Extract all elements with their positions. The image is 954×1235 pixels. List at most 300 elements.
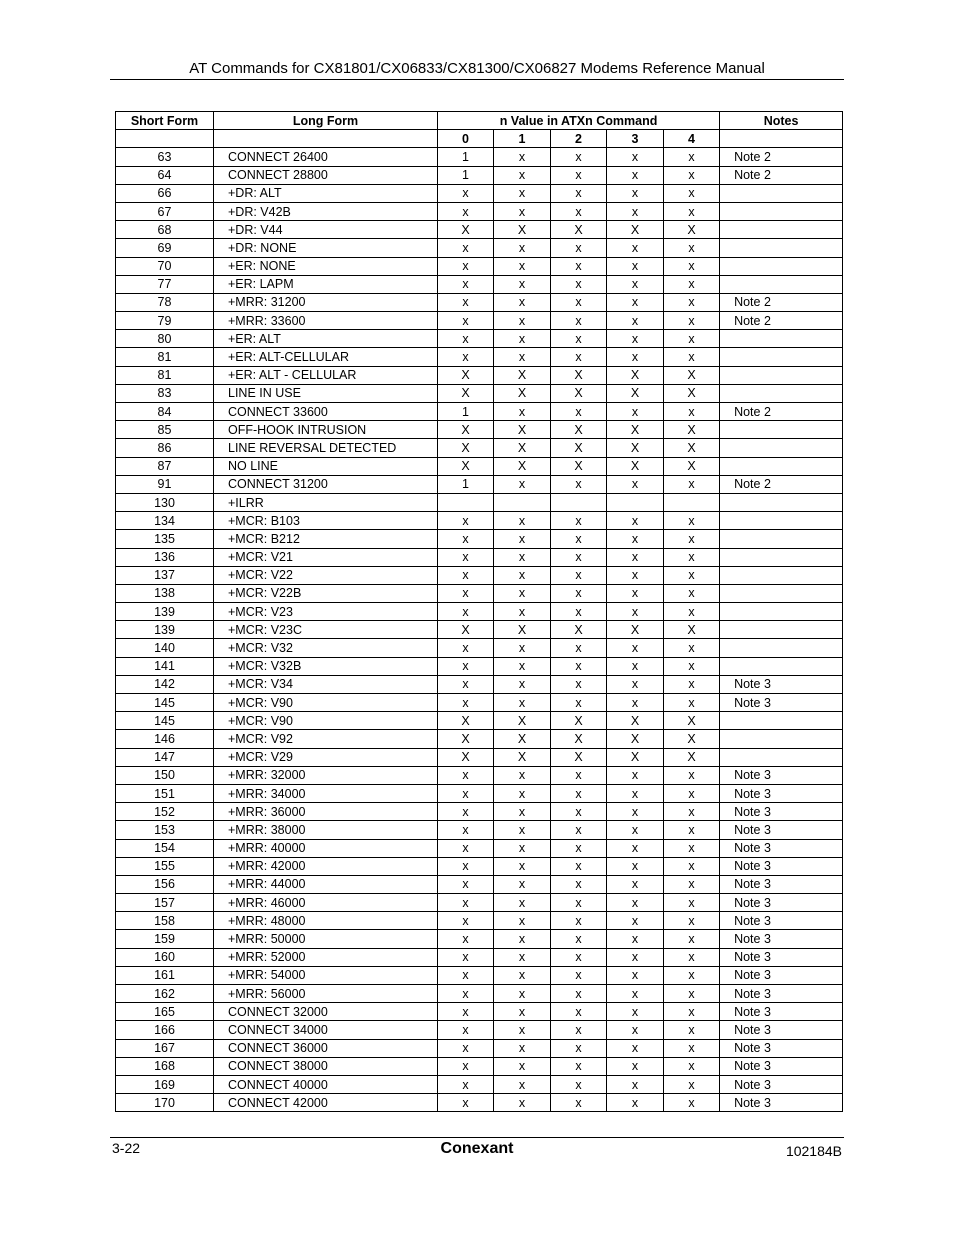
- n-value-cell: x: [607, 1075, 664, 1093]
- long-form-cell: +ER: NONE: [214, 257, 438, 275]
- table-row: [116, 475, 843, 493]
- n-value-cell: x: [607, 475, 664, 493]
- n-value-cell: x: [664, 1003, 720, 1021]
- long-form-cell: CONNECT 33600: [214, 403, 438, 421]
- notes-cell: Note 3: [720, 894, 843, 912]
- blank-header-cell: [720, 130, 843, 148]
- n-value-cell: x: [438, 530, 494, 548]
- n-value-cell: x: [438, 639, 494, 657]
- notes-cell: Note 3: [720, 839, 843, 857]
- n-value-cell: x: [664, 894, 720, 912]
- short-form-cell: 79: [116, 312, 214, 330]
- n-value-header: n Value in ATXn Command: [438, 112, 720, 130]
- n-value-cell: x: [438, 566, 494, 584]
- n-value-cell: x: [438, 1075, 494, 1093]
- n-value-cell: X: [494, 730, 551, 748]
- n-value-cell: X: [664, 366, 720, 384]
- n-value-cell: X: [494, 621, 551, 639]
- n-value-cell: x: [494, 312, 551, 330]
- short-form-cell: 64: [116, 166, 214, 184]
- long-form-cell: +MCR: V90: [214, 712, 438, 730]
- table-row: [116, 257, 843, 275]
- notes-cell: [720, 421, 843, 439]
- n-value-cell: x: [438, 694, 494, 712]
- table-row: [116, 766, 843, 784]
- short-form-cell: 152: [116, 803, 214, 821]
- n-value-cell: x: [494, 784, 551, 802]
- n-value-cell: x: [551, 912, 607, 930]
- long-form-cell: +ILRR: [214, 493, 438, 511]
- notes-cell: [720, 603, 843, 621]
- n-value-cell: x: [438, 312, 494, 330]
- long-form-cell: +MRR: 40000: [214, 839, 438, 857]
- notes-cell: [720, 712, 843, 730]
- n-value-cell: x: [607, 875, 664, 893]
- short-form-cell: 154: [116, 839, 214, 857]
- short-form-cell: 145: [116, 712, 214, 730]
- n-value-cell: x: [664, 966, 720, 984]
- short-form-cell: 68: [116, 221, 214, 239]
- n-column-header: 2: [551, 130, 607, 148]
- n-value-cell: x: [494, 530, 551, 548]
- table-row: [116, 621, 843, 639]
- n-value-cell: x: [607, 293, 664, 311]
- n-column-header: 4: [664, 130, 720, 148]
- short-form-cell: 161: [116, 966, 214, 984]
- n-value-cell: X: [607, 439, 664, 457]
- n-value-cell: X: [551, 621, 607, 639]
- table-row: [116, 439, 843, 457]
- notes-cell: Note 3: [720, 694, 843, 712]
- n-value-cell: X: [664, 439, 720, 457]
- n-value-cell: x: [494, 766, 551, 784]
- table-row: [116, 694, 843, 712]
- long-form-cell: +MRR: 34000: [214, 784, 438, 802]
- n-value-cell: X: [438, 621, 494, 639]
- n-value-cell: x: [494, 839, 551, 857]
- notes-cell: [720, 221, 843, 239]
- notes-cell: [720, 530, 843, 548]
- n-value-cell: x: [664, 403, 720, 421]
- n-value-cell: x: [551, 894, 607, 912]
- n-value-cell: x: [551, 166, 607, 184]
- notes-cell: Note 2: [720, 475, 843, 493]
- page-number: 3-22: [112, 1140, 141, 1156]
- n-value-cell: x: [438, 548, 494, 566]
- short-form-cell: 80: [116, 330, 214, 348]
- n-value-cell: x: [494, 257, 551, 275]
- table-row: [116, 1003, 843, 1021]
- n-value-cell: x: [664, 184, 720, 202]
- n-value-cell: x: [607, 1003, 664, 1021]
- n-value-cell: x: [438, 912, 494, 930]
- n-value-cell: x: [551, 348, 607, 366]
- n-value-cell: x: [664, 530, 720, 548]
- table-row: [116, 384, 843, 402]
- notes-cell: [720, 748, 843, 766]
- n-value-cell: X: [438, 712, 494, 730]
- n-value-cell: X: [664, 384, 720, 402]
- short-form-cell: 146: [116, 730, 214, 748]
- notes-cell: [720, 239, 843, 257]
- table-row: [116, 1075, 843, 1093]
- short-form-cell: 142: [116, 675, 214, 693]
- table-row: [116, 930, 843, 948]
- long-form-cell: +MRR: 32000: [214, 766, 438, 784]
- short-form-cell: 141: [116, 657, 214, 675]
- n-value-cell: x: [664, 584, 720, 602]
- long-form-cell: CONNECT 31200: [214, 475, 438, 493]
- n-column-header: 1: [494, 130, 551, 148]
- table-row: [116, 275, 843, 293]
- n-value-cell: x: [438, 948, 494, 966]
- n-value-cell: x: [607, 330, 664, 348]
- table-row: [116, 1094, 843, 1112]
- n-value-cell: x: [494, 966, 551, 984]
- short-form-cell: 156: [116, 875, 214, 893]
- n-value-cell: x: [551, 475, 607, 493]
- n-value-cell: x: [664, 985, 720, 1003]
- n-value-cell: [664, 493, 720, 511]
- header-row-1: [116, 112, 843, 130]
- n-value-cell: x: [438, 1094, 494, 1112]
- long-form-cell: +MCR: V34: [214, 675, 438, 693]
- n-value-cell: [438, 493, 494, 511]
- short-form-cell: 77: [116, 275, 214, 293]
- n-value-cell: X: [551, 457, 607, 475]
- n-value-cell: x: [607, 239, 664, 257]
- n-value-cell: x: [551, 821, 607, 839]
- long-form-cell: +DR: ALT: [214, 184, 438, 202]
- short-form-cell: 140: [116, 639, 214, 657]
- n-value-cell: x: [494, 566, 551, 584]
- n-value-cell: X: [438, 221, 494, 239]
- n-value-cell: x: [551, 948, 607, 966]
- n-value-cell: x: [494, 1039, 551, 1057]
- table-row: [116, 712, 843, 730]
- long-form-cell: +MRR: 56000: [214, 985, 438, 1003]
- notes-cell: [720, 566, 843, 584]
- n-value-cell: x: [664, 639, 720, 657]
- n-value-cell: x: [664, 912, 720, 930]
- n-value-cell: x: [551, 657, 607, 675]
- n-value-cell: x: [664, 875, 720, 893]
- notes-cell: [720, 330, 843, 348]
- long-form-cell: +DR: V44: [214, 221, 438, 239]
- n-value-cell: x: [664, 1075, 720, 1093]
- notes-cell: Note 3: [720, 803, 843, 821]
- table-row: [116, 894, 843, 912]
- notes-header: Notes: [720, 112, 843, 130]
- table-row: [116, 821, 843, 839]
- n-value-cell: x: [494, 675, 551, 693]
- short-form-cell: 136: [116, 548, 214, 566]
- n-value-cell: x: [551, 766, 607, 784]
- n-value-cell: X: [438, 748, 494, 766]
- notes-cell: Note 3: [720, 948, 843, 966]
- n-value-cell: x: [551, 675, 607, 693]
- short-form-cell: 137: [116, 566, 214, 584]
- short-form-cell: 91: [116, 475, 214, 493]
- long-form-header: Long Form: [214, 112, 438, 130]
- notes-cell: [720, 657, 843, 675]
- n-value-cell: X: [438, 384, 494, 402]
- table-row: [116, 457, 843, 475]
- n-value-cell: x: [551, 1094, 607, 1112]
- table-row: [116, 330, 843, 348]
- n-value-cell: x: [494, 603, 551, 621]
- n-value-cell: x: [664, 930, 720, 948]
- n-value-cell: x: [607, 839, 664, 857]
- short-form-cell: 67: [116, 202, 214, 220]
- table-row: [116, 966, 843, 984]
- short-form-cell: 134: [116, 512, 214, 530]
- long-form-cell: +MCR: V22B: [214, 584, 438, 602]
- n-value-cell: X: [664, 221, 720, 239]
- notes-cell: [720, 548, 843, 566]
- n-value-cell: x: [664, 239, 720, 257]
- short-form-cell: 170: [116, 1094, 214, 1112]
- page-header-title: AT Commands for CX81801/CX06833/CX81300/CX06827 Modems Reference Manual: [189, 60, 765, 77]
- n-value-cell: X: [494, 457, 551, 475]
- short-form-cell: 159: [116, 930, 214, 948]
- long-form-cell: LINE REVERSAL DETECTED: [214, 439, 438, 457]
- n-value-cell: x: [551, 1021, 607, 1039]
- n-value-cell: X: [551, 730, 607, 748]
- long-form-cell: +MCR: V22: [214, 566, 438, 584]
- notes-cell: [720, 366, 843, 384]
- n-value-cell: x: [494, 1021, 551, 1039]
- short-form-cell: 160: [116, 948, 214, 966]
- n-value-cell: x: [438, 857, 494, 875]
- short-form-cell: 81: [116, 348, 214, 366]
- long-form-cell: +ER: ALT: [214, 330, 438, 348]
- n-value-cell: x: [607, 166, 664, 184]
- n-value-cell: x: [494, 1075, 551, 1093]
- n-value-cell: x: [438, 1039, 494, 1057]
- n-value-cell: x: [607, 184, 664, 202]
- n-value-cell: x: [494, 293, 551, 311]
- n-value-cell: x: [664, 1057, 720, 1075]
- notes-cell: [720, 639, 843, 657]
- n-value-cell: x: [607, 948, 664, 966]
- long-form-cell: +MCR: V92: [214, 730, 438, 748]
- n-value-cell: X: [607, 457, 664, 475]
- n-value-cell: x: [494, 275, 551, 293]
- notes-cell: Note 3: [720, 1094, 843, 1112]
- n-value-cell: x: [438, 330, 494, 348]
- short-form-cell: 169: [116, 1075, 214, 1093]
- table-row: [116, 1039, 843, 1057]
- n-value-cell: x: [551, 330, 607, 348]
- n-value-cell: x: [607, 403, 664, 421]
- n-value-cell: x: [664, 784, 720, 802]
- n-value-cell: x: [551, 985, 607, 1003]
- short-form-cell: 165: [116, 1003, 214, 1021]
- long-form-cell: CONNECT 28800: [214, 166, 438, 184]
- n-value-cell: x: [494, 948, 551, 966]
- n-value-cell: x: [551, 548, 607, 566]
- document-number: 102184B: [785, 1143, 842, 1159]
- n-value-cell: x: [438, 875, 494, 893]
- n-value-cell: x: [438, 512, 494, 530]
- n-value-cell: x: [664, 166, 720, 184]
- table-row: [116, 639, 843, 657]
- long-form-cell: +MCR: V90: [214, 694, 438, 712]
- n-value-cell: x: [607, 1057, 664, 1075]
- long-form-cell: +MRR: 50000: [214, 930, 438, 948]
- n-value-cell: x: [607, 148, 664, 166]
- notes-cell: Note 3: [720, 1057, 843, 1075]
- notes-cell: Note 3: [720, 912, 843, 930]
- n-value-cell: x: [551, 930, 607, 948]
- long-form-cell: +MRR: 31200: [214, 293, 438, 311]
- long-form-cell: +MRR: 54000: [214, 966, 438, 984]
- short-form-cell: 87: [116, 457, 214, 475]
- n-value-cell: x: [664, 694, 720, 712]
- table-row: [116, 421, 843, 439]
- n-value-cell: X: [494, 366, 551, 384]
- table-row: [116, 875, 843, 893]
- short-form-cell: 69: [116, 239, 214, 257]
- notes-cell: [720, 348, 843, 366]
- long-form-cell: CONNECT 34000: [214, 1021, 438, 1039]
- notes-cell: Note 3: [720, 875, 843, 893]
- notes-cell: Note 2: [720, 403, 843, 421]
- n-value-cell: x: [607, 639, 664, 657]
- n-value-cell: X: [494, 221, 551, 239]
- table-row: [116, 239, 843, 257]
- n-value-cell: x: [494, 1094, 551, 1112]
- n-value-cell: X: [551, 384, 607, 402]
- n-value-cell: X: [551, 712, 607, 730]
- n-value-cell: x: [607, 675, 664, 693]
- n-value-cell: x: [494, 875, 551, 893]
- table-row: [116, 1057, 843, 1075]
- n-value-cell: x: [438, 603, 494, 621]
- n-value-cell: x: [551, 566, 607, 584]
- header-rule: [110, 79, 844, 80]
- n-value-cell: X: [494, 712, 551, 730]
- n-value-cell: x: [494, 475, 551, 493]
- table-row: [116, 730, 843, 748]
- short-form-cell: 84: [116, 403, 214, 421]
- n-value-cell: x: [494, 548, 551, 566]
- n-value-cell: x: [438, 894, 494, 912]
- table-row: [116, 312, 843, 330]
- notes-cell: Note 2: [720, 312, 843, 330]
- short-form-cell: 139: [116, 603, 214, 621]
- notes-cell: [720, 512, 843, 530]
- n-value-cell: x: [438, 348, 494, 366]
- table-body: [116, 148, 843, 1112]
- notes-cell: [720, 202, 843, 220]
- n-value-cell: x: [607, 694, 664, 712]
- n-column-header: 3: [607, 130, 664, 148]
- n-value-cell: x: [664, 766, 720, 784]
- long-form-cell: +MCR: V23: [214, 603, 438, 621]
- table-row: [116, 603, 843, 621]
- n-value-cell: x: [494, 348, 551, 366]
- n-value-cell: X: [607, 384, 664, 402]
- n-value-cell: x: [664, 275, 720, 293]
- n-value-cell: x: [438, 275, 494, 293]
- table-row: [116, 748, 843, 766]
- n-value-cell: x: [551, 184, 607, 202]
- blank-header-cell: [214, 130, 438, 148]
- n-value-cell: x: [438, 966, 494, 984]
- n-value-cell: x: [494, 912, 551, 930]
- n-value-cell: x: [494, 1003, 551, 1021]
- footer-rule: [110, 1137, 844, 1138]
- notes-cell: [720, 184, 843, 202]
- n-value-cell: x: [664, 330, 720, 348]
- n-value-cell: x: [664, 1021, 720, 1039]
- notes-cell: [720, 621, 843, 639]
- n-value-cell: x: [551, 148, 607, 166]
- n-value-cell: X: [438, 457, 494, 475]
- table-row: [116, 839, 843, 857]
- n-value-cell: x: [664, 566, 720, 584]
- long-form-cell: CONNECT 26400: [214, 148, 438, 166]
- n-value-cell: x: [664, 475, 720, 493]
- n-value-cell: x: [664, 202, 720, 220]
- table-row: [116, 1021, 843, 1039]
- n-value-cell: x: [607, 1094, 664, 1112]
- n-value-cell: x: [607, 857, 664, 875]
- table-row: [116, 493, 843, 511]
- long-form-cell: +MCR: V32B: [214, 657, 438, 675]
- n-value-cell: x: [551, 603, 607, 621]
- n-value-cell: x: [607, 930, 664, 948]
- short-form-cell: 70: [116, 257, 214, 275]
- n-value-cell: X: [607, 748, 664, 766]
- notes-cell: [720, 275, 843, 293]
- n-value-cell: x: [551, 1003, 607, 1021]
- short-form-cell: 150: [116, 766, 214, 784]
- notes-cell: [720, 584, 843, 602]
- n-value-cell: x: [551, 966, 607, 984]
- n-value-cell: x: [607, 275, 664, 293]
- table-row: [116, 548, 843, 566]
- n-value-cell: x: [551, 1075, 607, 1093]
- n-value-cell: x: [607, 657, 664, 675]
- n-value-cell: X: [438, 730, 494, 748]
- short-form-cell: 166: [116, 1021, 214, 1039]
- n-value-cell: x: [607, 894, 664, 912]
- long-form-cell: +MRR: 44000: [214, 875, 438, 893]
- table-row: [116, 784, 843, 802]
- n-value-cell: X: [607, 730, 664, 748]
- n-value-cell: x: [438, 930, 494, 948]
- n-value-cell: X: [494, 384, 551, 402]
- n-value-cell: x: [494, 184, 551, 202]
- notes-cell: Note 3: [720, 930, 843, 948]
- n-value-cell: x: [607, 1039, 664, 1057]
- n-value-cell: x: [438, 239, 494, 257]
- notes-cell: Note 3: [720, 1039, 843, 1057]
- n-value-cell: X: [607, 221, 664, 239]
- n-value-cell: x: [607, 821, 664, 839]
- table-row: [116, 148, 843, 166]
- notes-cell: Note 3: [720, 784, 843, 802]
- n-value-cell: x: [438, 202, 494, 220]
- n-value-cell: x: [607, 348, 664, 366]
- n-value-cell: X: [494, 748, 551, 766]
- table-row: [116, 948, 843, 966]
- n-value-cell: X: [551, 366, 607, 384]
- short-form-cell: 147: [116, 748, 214, 766]
